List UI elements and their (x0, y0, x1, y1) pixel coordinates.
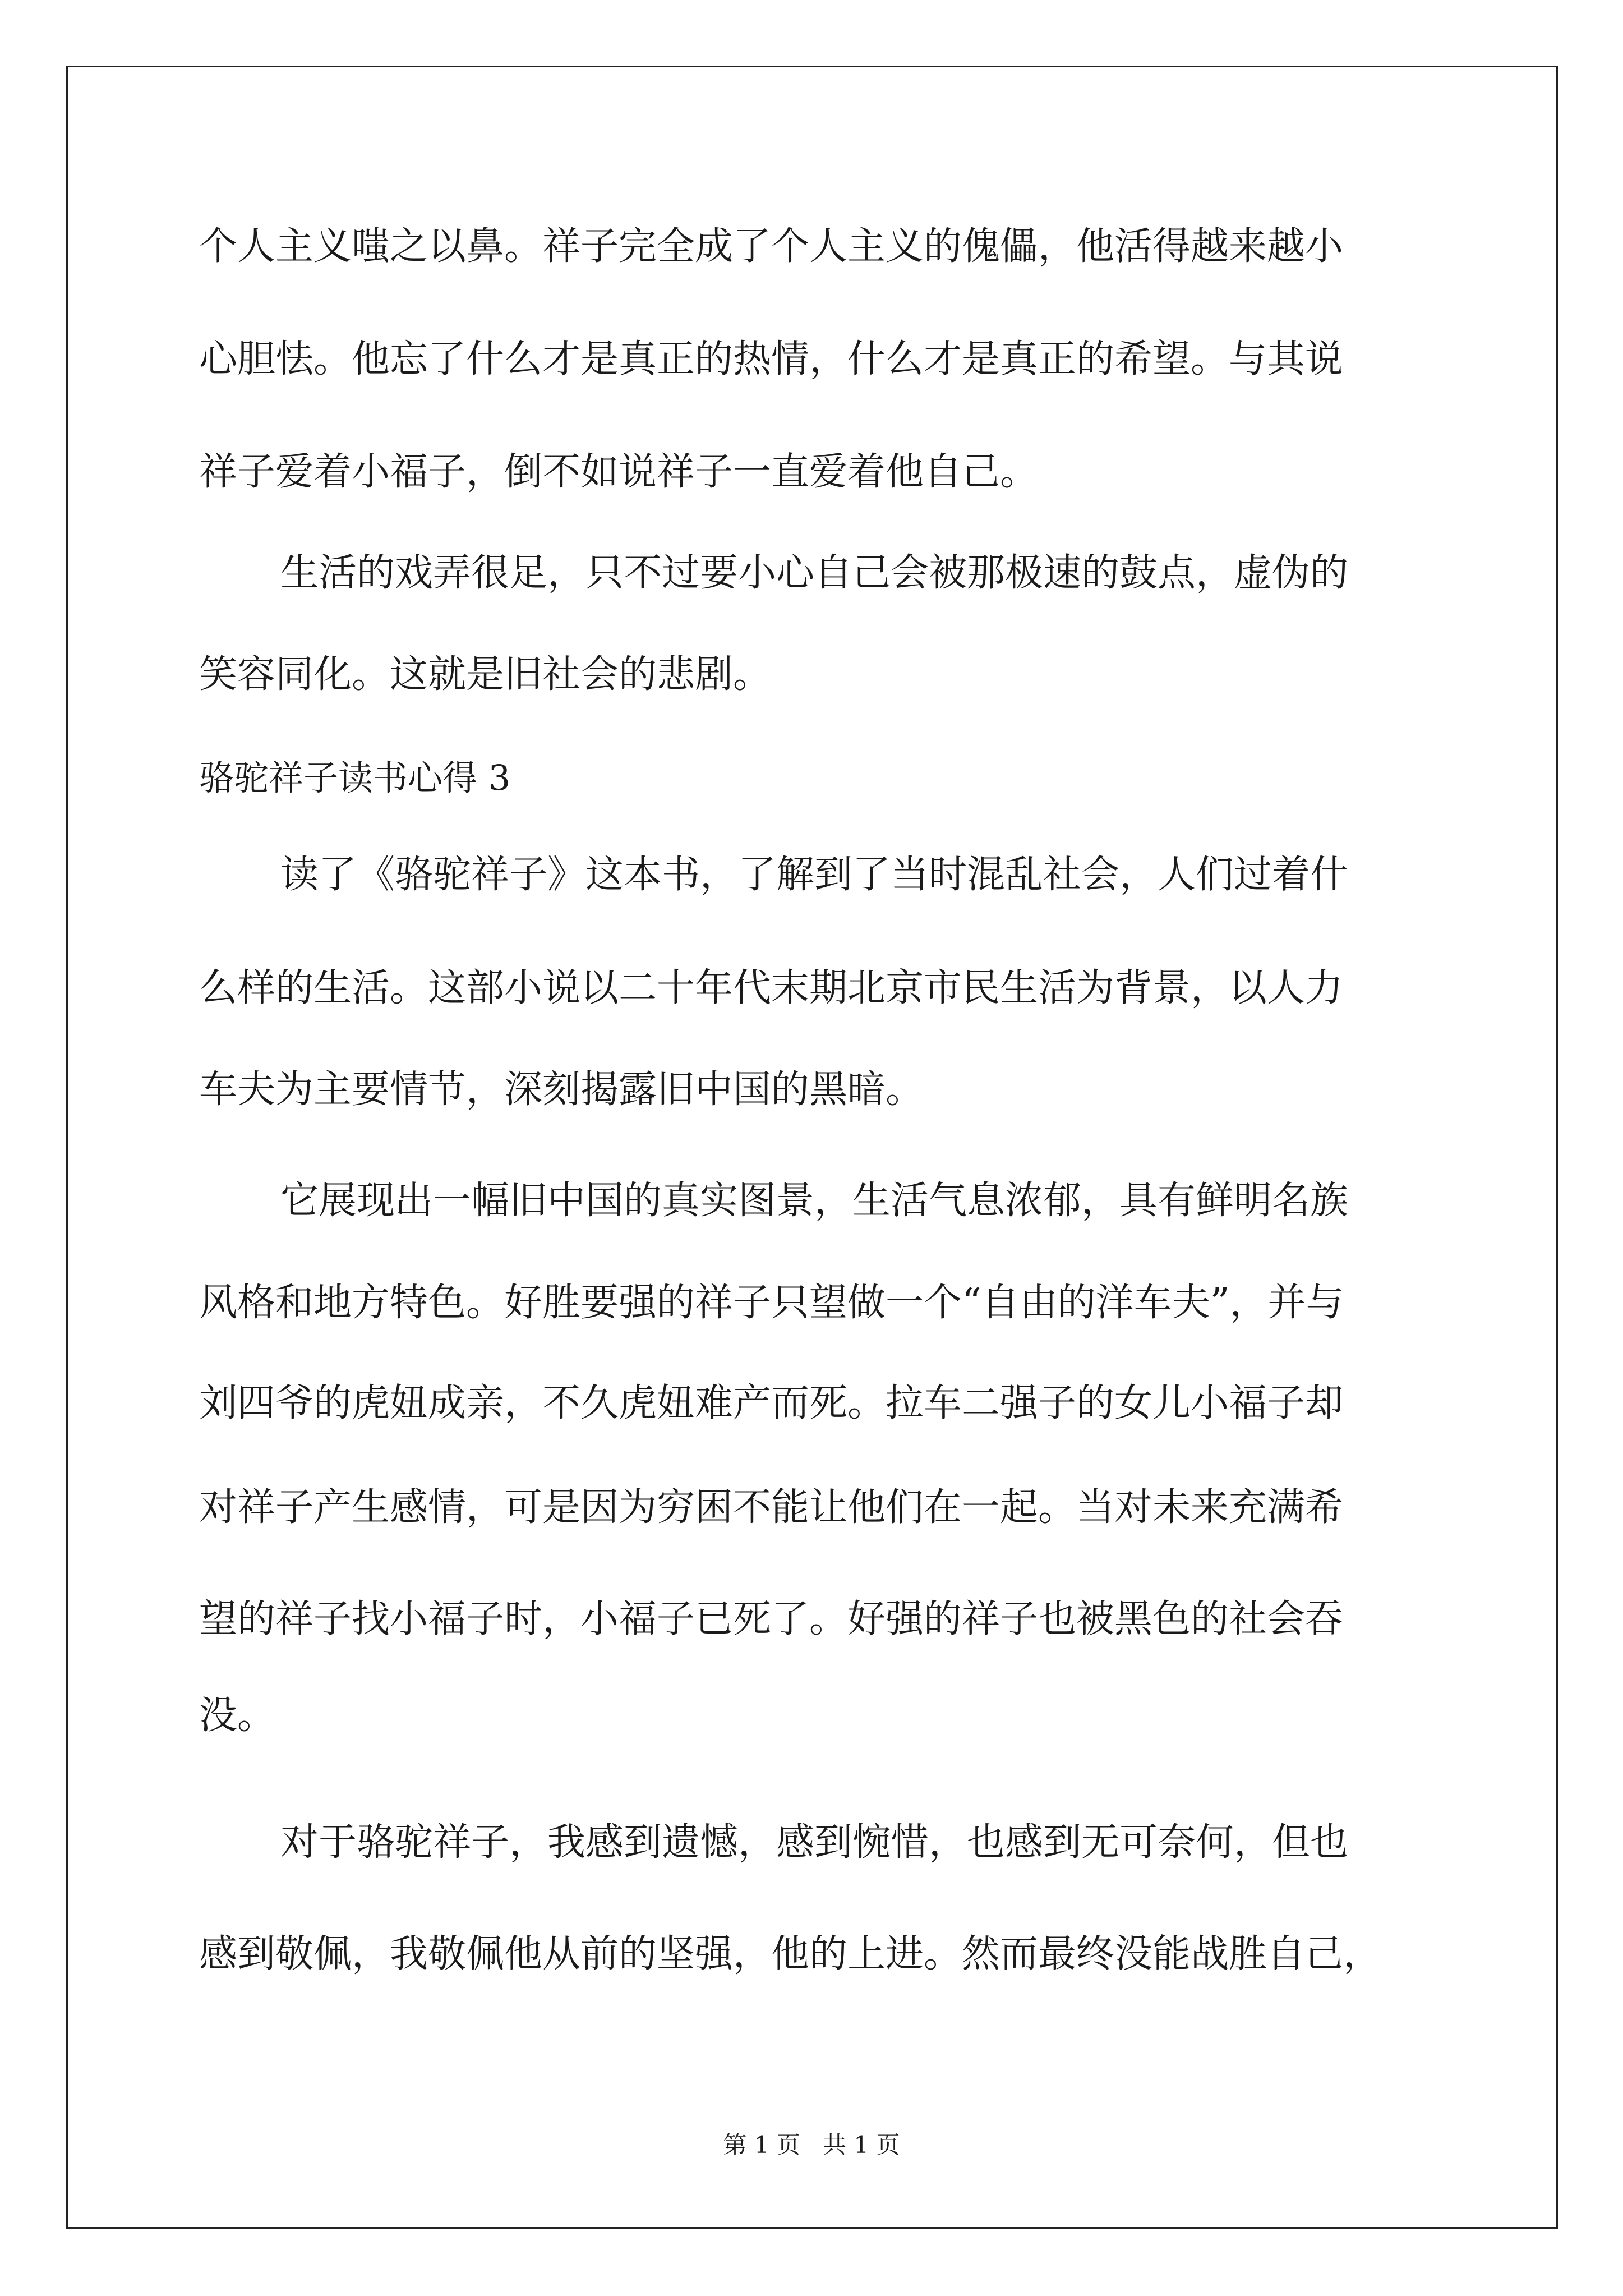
body-text-line: 刘四爷的虎妞成亲，不久虎妞难产而死。拉车二强子的女儿小福子却 (199, 1381, 1344, 1425)
body-text-line: 么样的生活。这部小说以二十年代末期北京市民生活为背景，以人力 (199, 966, 1344, 1010)
body-text-line: 风格和地方特色。好胜要强的祥子只望做一个“自由的洋车夫”，并与 (199, 1281, 1344, 1325)
paragraph-first-line: 对于骆驼祥子，我感到遗憾，感到惋惜，也感到无可奈何，但也 (280, 1820, 1349, 1865)
body-text-line: 感到敬佩，我敬佩他从前的坚强，他的上进。然而最终没能战胜自己， (199, 1932, 1382, 1976)
body-text-line: 笑容同化。这就是旧社会的悲剧。 (199, 652, 772, 697)
body-text-line: 个人主义嗤之以鼻。祥子完全成了个人主义的傀儡，他活得越来越小 (199, 224, 1344, 269)
body-text-line: 车夫为主要情节，深刻揭露旧中国的黑暗。 (199, 1068, 924, 1112)
paragraph-first-line: 读了《骆驼祥子》这本书，了解到了当时混乱社会，人们过着什 (280, 853, 1349, 897)
body-text-line: 对祥子产生感情，可是因为穷困不能让他们在一起。当对未来充满希 (199, 1485, 1344, 1530)
body-text-line: 祥子爱着小福子，倒不如说祥子一直爱着他自己。 (199, 450, 1039, 494)
page-border (66, 66, 1558, 2229)
page-footer: 第 1 页 共 1 页 (723, 2131, 900, 2159)
paragraph-first-line: 生活的戏弄很足，只不过要小心自己会被那极速的鼓点，虚伪的 (280, 551, 1349, 595)
paragraph-first-line: 它展现出一幅旧中国的真实图景，生活气息浓郁，具有鲜明名族 (280, 1179, 1349, 1223)
body-text-line: 没。 (199, 1694, 276, 1738)
body-text-line: 望的祥子找小福子时，小福子已死了。好强的祥子也被黑色的社会吞 (199, 1597, 1344, 1641)
section-heading: 骆驼祥子读书心得 3 (199, 757, 511, 798)
body-text-line: 心胆怯。他忘了什么才是真正的热情，什么才是真正的希望。与其说 (199, 337, 1344, 381)
